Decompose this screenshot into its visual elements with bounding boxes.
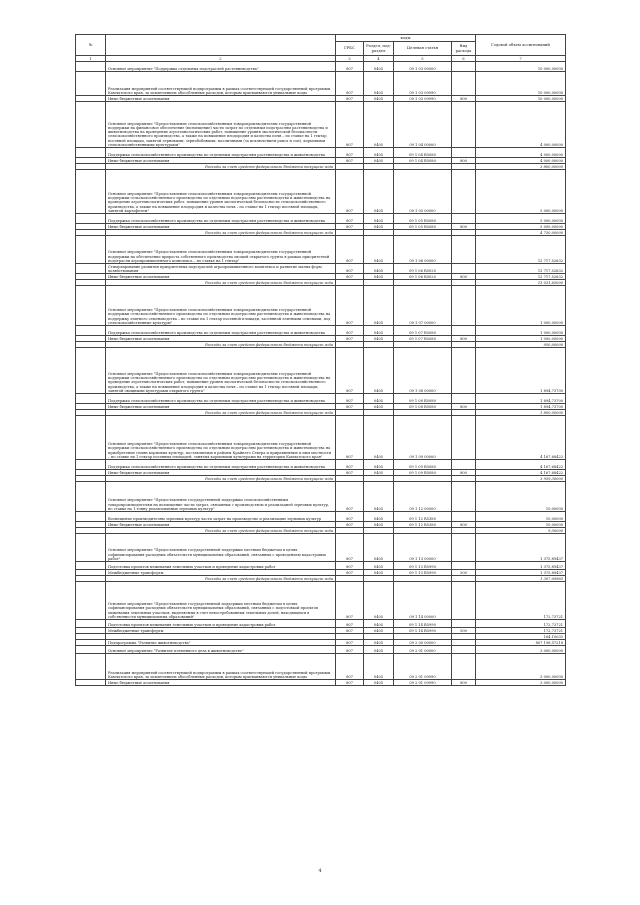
row-vr-cell: 500: [452, 570, 476, 576]
row-csr-cell: 09 1 08 R5080: [394, 404, 452, 410]
row-razdel-cell: 0405: [364, 274, 394, 280]
budget-table: [75, 34, 566, 686]
row-razdel-cell: 0405: [364, 582, 394, 620]
row-razdel-cell: 0405: [364, 62, 394, 72]
budget-table-sheet: [75, 34, 565, 686]
row-sum-cell: 1 000,00000: [476, 326, 566, 336]
row-razdel-cell: 0405: [364, 646, 394, 654]
column-index: 3: [336, 56, 364, 62]
row-razdel-cell: 0405: [364, 470, 394, 476]
row-vr-cell: [452, 620, 476, 628]
table-row: [76, 62, 566, 72]
row-razdel-cell: 0405: [364, 394, 394, 404]
row-number-cell: [76, 562, 106, 570]
row-vr-cell: [452, 534, 476, 562]
table-row: [76, 646, 566, 654]
row-number-cell: [76, 348, 106, 394]
row-csr-cell: 09 1 07 00000: [394, 286, 452, 326]
row-number-cell: [76, 214, 106, 224]
row-csr-cell: 09 1 13 R5990: [394, 570, 452, 576]
row-grbs-cell: 807: [336, 562, 364, 570]
row-vr-cell: 800: [452, 224, 476, 230]
row-razdel-cell: 0405: [364, 460, 394, 470]
row-name-cell: Межбюджетные трансферты: [106, 628, 336, 634]
row-grbs-cell: 807: [336, 512, 364, 522]
row-vr-cell: [452, 102, 476, 148]
row-name-cell: Основное мероприятие "Поддержка отдельных подотраслей растениеводства": [106, 62, 336, 72]
row-sum-cell: 10 000,00000: [476, 96, 566, 102]
column-index: 6: [452, 56, 476, 62]
table-row: [76, 148, 566, 158]
row-vr-cell: [452, 326, 476, 336]
row-grbs-cell: 807: [336, 102, 364, 148]
row-csr-cell: 09 1 14 R5990: [394, 620, 452, 628]
row-name-cell: Основное мероприятие "Предоставление сельскохозяйственным товаропроизводителям государственной поддержки сельскохозяйственного производства по отдельным подотраслям растениеводства и животноводства на проведение агротехнологических работ, повышение уровня экологической безопасности сельскохозяйственного производства, а также на повышение плодородия и качества почв – по ставке на 1 гектар посевной площади, занятой картофелем": [106, 170, 336, 214]
row-number-cell: [76, 646, 106, 654]
row-number-cell: [76, 394, 106, 404]
row-grbs-cell: 807: [336, 214, 364, 224]
row-csr-cell: 09 1 04 R5080: [394, 148, 452, 158]
header-sum: Годовой объем ассигнований: [476, 35, 566, 56]
row-grbs-cell: 807: [336, 628, 364, 634]
row-csr-cell: 09 1 09 R5080: [394, 470, 452, 476]
row-sum-cell: 10 000,00000: [476, 72, 566, 96]
row-name-cell: Основное мероприятие "Предоставление сельскохозяйственным товаропроизводителям государственной поддержки на финансовое обеспечение (возмещение) части затрат по отдельным подотраслям растениеводства и животноводства на проведение агротехнологических работ, повышение уровня экологической безопасности сельскохозяйственного производства, а также на повышение плодородия и качества почв – по ставке на 1 гектар посевной площади, занятой зерновыми, зернобобовыми, масличными (за исключением рапса и сои), кормовыми сельскохозяйственными культурами": [106, 102, 336, 148]
row-vr-cell: [452, 394, 476, 404]
row-grbs-cell: 807: [336, 264, 364, 274]
row-csr-cell: 09 1 03 09990: [394, 96, 452, 102]
row-razdel-cell: 0405: [364, 570, 394, 576]
row-vr-cell: [452, 512, 476, 522]
row-grbs-cell: 807: [336, 96, 364, 102]
row-vr-cell: 500: [452, 628, 476, 634]
row-csr-cell: 09 2 01 00000: [394, 646, 452, 654]
row-grbs-cell: 807: [336, 534, 364, 562]
row-name-cell: Расходы за счет средств федерального бюджета текущего года: [106, 410, 336, 416]
row-number-cell: [76, 236, 106, 264]
table-body: [76, 62, 566, 686]
row-number-cell: [76, 680, 106, 686]
row-csr-cell: 09 1 09 00000: [394, 416, 452, 460]
row-razdel-cell: 0405: [364, 348, 394, 394]
row-sum-cell: 5 000,00000: [476, 170, 566, 214]
row-razdel-cell: 0405: [364, 534, 394, 562]
table-row: [76, 416, 566, 460]
row-sum-cell: 1 894,73700: [476, 394, 566, 404]
row-sum-cell: 5 000,00000: [476, 224, 566, 230]
row-razdel-cell: 0405: [364, 264, 394, 274]
row-sum-cell: 3 000,00000: [476, 646, 566, 654]
row-grbs-cell: 807: [336, 680, 364, 686]
row-csr-cell: 09 1 06 00000: [394, 236, 452, 264]
row-sum-cell: 10,00000: [476, 522, 566, 528]
row-sum-cell: 1 375,89437: [476, 562, 566, 570]
row-sum-cell: 1 000,00000: [476, 286, 566, 326]
row-vr-cell: [452, 286, 476, 326]
row-name-cell: Поддержка сельскохозяйственного производства по отдельным подотраслям растениеводства и животноводства: [106, 214, 336, 224]
row-vr-cell: [452, 236, 476, 264]
header-num: №: [76, 35, 106, 56]
row-sum-cell: 172,73721: [476, 582, 566, 620]
row-grbs-cell: 807: [336, 646, 364, 654]
row-sum-cell: 1 894,73700: [476, 404, 566, 410]
table-row: [76, 72, 566, 96]
row-grbs-cell: 807: [336, 460, 364, 470]
row-sum-cell: 10,00000: [476, 482, 566, 512]
row-name-cell: Основное мероприятие "Предоставление государственной поддержки местным бюджетам в целях софинансирования расходных обязательств муниципальных образований, связанных с подготовкой проектов межевания земельных участков, выделяемых в счет невостребованных земельных долей, находящихся в собственности муниципальных образований": [106, 582, 336, 620]
row-csr-cell: 09 1 13 R5990: [394, 562, 452, 570]
row-csr-cell: 09 1 08 00000: [394, 348, 452, 394]
row-name-cell: Основное мероприятие "Предоставление сельскохозяйственным товаропроизводителям государственной поддержки сельскохозяйственного производства по отдельным подотраслям растениеводства и животноводства на проведение агротехнологических работ, повышение уровня экологической безопасности сельскохозяйственного производства, а также на повышение плодородия и качества почв – по ставке на 1 гектар посевной площади, занятой овощными культурами открытого грунта": [106, 348, 336, 394]
header-csr: Целевая статья: [394, 42, 452, 56]
table-row: [76, 264, 566, 274]
row-name-cell: Подпрограмма "Развитие животноводства": [106, 640, 336, 646]
row-vr-cell: [452, 264, 476, 274]
table-row: [76, 170, 566, 214]
row-razdel-cell: 0405: [364, 562, 394, 570]
row-name-cell: Расходы за счет средств федерального бюджета текущего года: [106, 576, 336, 582]
table-row: [76, 460, 566, 470]
table-row: [76, 562, 566, 570]
row-sum-cell: 1 375,89437: [476, 534, 566, 562]
row-csr-cell: 09 1 14 R5990: [394, 628, 452, 634]
row-vr-cell: [452, 214, 476, 224]
table-row: [76, 534, 566, 562]
row-vr-cell: 800: [452, 680, 476, 686]
table-row: [76, 102, 566, 148]
row-razdel-cell: 0405: [364, 640, 394, 646]
row-grbs-cell: 807: [336, 654, 364, 680]
header-name: [106, 35, 336, 56]
row-name-cell: Расходы за счет средств федерального бюджета текущего года: [106, 528, 336, 534]
table-row: [76, 236, 566, 264]
table-row: [76, 394, 566, 404]
row-csr-cell: 09 1 04 R5080: [394, 158, 452, 164]
page-number: 4: [318, 868, 322, 874]
row-razdel-cell: 0405: [364, 158, 394, 164]
row-sum-cell: 807 198,57218: [476, 640, 566, 646]
column-index: 2: [106, 56, 336, 62]
row-name-cell: Основное мероприятие "Предоставление государственной поддержки местным бюджетам в целях софинансирования расходных обязательств муниципальных образований, связанных с проведением кадастровых работ": [106, 534, 336, 562]
row-sum-cell: 950,00000: [476, 342, 566, 348]
row-grbs-cell: 807: [336, 336, 364, 342]
row-razdel-cell: 0405: [364, 148, 394, 158]
row-sum-cell: 5 000,00000: [476, 214, 566, 224]
row-vr-cell: 800: [452, 336, 476, 342]
row-name-cell: Поддержка сельскохозяйственного производства по отдельным подотраслям растениеводства и животноводства: [106, 394, 336, 404]
row-razdel-cell: 0405: [364, 170, 394, 214]
row-vr-cell: [452, 646, 476, 654]
row-grbs-cell: 807: [336, 470, 364, 476]
row-grbs-cell: 807: [336, 348, 364, 394]
row-grbs-cell: 807: [336, 72, 364, 96]
row-grbs-cell: 807: [336, 620, 364, 628]
row-number-cell: [76, 512, 106, 522]
row-grbs-cell: 807: [336, 394, 364, 404]
row-csr-cell: 09 1 08 R5080: [394, 394, 452, 404]
row-vr-cell: [452, 582, 476, 620]
row-grbs-cell: 807: [336, 62, 364, 72]
row-sum-cell: 1 375,89437: [476, 570, 566, 576]
row-vr-cell: [452, 482, 476, 512]
row-sum-cell: 4 167,68422: [476, 470, 566, 476]
row-csr-cell: 09 1 07 R5080: [394, 336, 452, 342]
row-csr-cell: 09 1 13 00000: [394, 534, 452, 562]
table-row: [76, 286, 566, 326]
row-sum-cell: 9,50000: [476, 528, 566, 534]
table-row: [76, 482, 566, 512]
row-number-cell: [76, 102, 106, 148]
row-vr-cell: 800: [452, 96, 476, 102]
row-vr-cell: 800: [452, 404, 476, 410]
row-number-cell: [76, 460, 106, 470]
row-grbs-cell: 807: [336, 274, 364, 280]
row-grbs-cell: 807: [336, 522, 364, 528]
row-grbs-cell: 807: [336, 570, 364, 576]
row-name-cell: Иные бюджетные ассигнования: [106, 522, 336, 528]
header-razdel: Раздел, под-раздел: [364, 42, 394, 56]
row-vr-cell: [452, 62, 476, 72]
row-name-cell: Расходы за счет средств федерального бюджета текущего года: [106, 280, 336, 286]
row-razdel-cell: 0405: [364, 214, 394, 224]
row-sum-cell: 13 031,65000: [476, 280, 566, 286]
row-csr-cell: 09 1 05 00000: [394, 170, 452, 214]
row-number-cell: [76, 534, 106, 562]
row-name-cell: Основное мероприятие "Развитие племенного дела в животноводстве": [106, 646, 336, 654]
row-razdel-cell: 0405: [364, 512, 394, 522]
table-row: [76, 582, 566, 620]
row-csr-cell: 09 1 12 00000: [394, 482, 452, 512]
row-grbs-cell: 807: [336, 482, 364, 512]
row-number-cell: [76, 654, 106, 680]
row-razdel-cell: 0405: [364, 654, 394, 680]
row-csr-cell: 09 1 14 00000: [394, 582, 452, 620]
row-name-cell: Иные бюджетные ассигнования: [106, 404, 336, 410]
row-sum-cell: 4 000,00000: [476, 158, 566, 164]
row-name-cell: Межбюджетные трансферты: [106, 570, 336, 576]
row-sum-cell: 3 000,00000: [476, 654, 566, 680]
row-grbs-cell: 807: [336, 640, 364, 646]
table-row: [76, 680, 566, 686]
row-sum-cell: 164,10035: [476, 634, 566, 640]
row-grbs-cell: 807: [336, 582, 364, 620]
row-vr-cell: [452, 562, 476, 570]
row-sum-cell: 1 000,00000: [476, 336, 566, 342]
row-number-cell: [76, 482, 106, 512]
row-name-cell: Расходы за счет средств федерального бюджета текущего года: [106, 476, 336, 482]
row-vr-cell: [452, 348, 476, 394]
row-sum-cell: 4 167,68422: [476, 416, 566, 460]
row-sum-cell: 172,73721: [476, 620, 566, 628]
row-csr-cell: 09 2 00 00000: [394, 640, 452, 646]
row-vr-cell: [452, 654, 476, 680]
row-name-cell: Реализация мероприятий соответствующей подпрограммы в рамках соответствующей государственной программы Камчатского края, за исключением обособленных расходов, которым присваиваются уникальные коды: [106, 72, 336, 96]
row-csr-cell: 09 1 06 R5020: [394, 264, 452, 274]
table-row: [76, 512, 566, 522]
row-vr-cell: [452, 72, 476, 96]
row-name-cell: Расходы за счет средств федерального бюджета текущего года: [106, 342, 336, 348]
row-number-cell: [76, 326, 106, 336]
row-name-cell: Поддержка сельскохозяйственного производства по отдельным подотраслям растениеводства и животноводства: [106, 460, 336, 470]
row-sum-cell: 3 000,00000: [476, 680, 566, 686]
row-grbs-cell: 807: [336, 286, 364, 326]
table-row: [76, 214, 566, 224]
row-grbs-cell: 807: [336, 148, 364, 158]
row-razdel-cell: 0405: [364, 680, 394, 686]
row-name-cell: Иные бюджетные ассигнования: [106, 470, 336, 476]
row-csr-cell: 09 1 05 R5080: [394, 214, 452, 224]
row-sum-cell: 1 800,00000: [476, 410, 566, 416]
row-name-cell: Основное мероприятие "Предоставление сельскохозяйственным товаропроизводителям государственной поддержки сельскохозяйственного производства по отдельным подотраслям растениеводства и животноводства на поддержку элитного семеноводства – по ставке на 1 гектар посевной площади, засеянной элитными семенами, под сельскохозяйственные культуры": [106, 286, 336, 326]
table-row: [76, 348, 566, 394]
row-number-cell: [76, 620, 106, 628]
row-sum-cell: 1 307,09965: [476, 576, 566, 582]
row-razdel-cell: 0405: [364, 482, 394, 512]
row-grbs-cell: 807: [336, 158, 364, 164]
row-sum-cell: 3 800,00000: [476, 164, 566, 170]
row-sum-cell: 13 717,52632: [476, 274, 566, 280]
row-name-cell: Расходы за счет средств федерального бюджета текущего года: [106, 230, 336, 236]
table-row: [76, 654, 566, 680]
row-razdel-cell: 0405: [364, 326, 394, 336]
row-razdel-cell: 0405: [364, 628, 394, 634]
row-csr-cell: 09 1 03 00000: [394, 62, 452, 72]
row-name-cell: Основное мероприятие "Предоставление государственной поддержки сельскохозяйственным товаропроизводителям на возмещение части затрат, связанных с производством и реализацией зерновых культур, по ставке на 1 тонну реализованных зерновых культур": [106, 482, 336, 512]
row-vr-cell: [452, 416, 476, 460]
row-csr-cell: 09 1 05 R5080: [394, 224, 452, 230]
row-name-cell: Поддержка сельскохозяйственного производства по отдельным подотраслям растениеводства и животноводства: [106, 148, 336, 158]
row-name-cell: Иные бюджетные ассигнования: [106, 680, 336, 686]
row-razdel-cell: 0405: [364, 522, 394, 528]
row-number-cell: [76, 62, 106, 72]
row-sum-cell: 4 167,68422: [476, 460, 566, 470]
row-razdel-cell: 0405: [364, 620, 394, 628]
row-csr-cell: 09 1 03 09990: [394, 72, 452, 96]
row-name-cell: Основное мероприятие "Предоставление сельскохозяйственным товаропроизводителям государственной поддержки на обеспечение прироста собственного производства овощей открытого грунта в рамках приоритетной подотрасли агропромышленного комплекса – по ставке на 1 гектар": [106, 236, 336, 264]
row-vr-cell: [452, 170, 476, 214]
row-razdel-cell: 0405: [364, 102, 394, 148]
row-sum-cell: 4 000,00000: [476, 148, 566, 158]
row-razdel-cell: 0405: [364, 236, 394, 264]
row-sum-cell: 10,00000: [476, 512, 566, 522]
row-razdel-cell: 0405: [364, 72, 394, 96]
row-sum-cell: 4 000,00000: [476, 102, 566, 148]
row-name-cell: Подготовка проектов межевания земельных участков и проведение кадастровых работ: [106, 562, 336, 570]
row-csr-cell: 09 2 01 09990: [394, 680, 452, 686]
row-sum-cell: 1 894,73700: [476, 348, 566, 394]
row-grbs-cell: 807: [336, 170, 364, 214]
row-number-cell: [76, 416, 106, 460]
row-name-cell: Иные бюджетные ассигнования: [106, 274, 336, 280]
row-razdel-cell: 0405: [364, 416, 394, 460]
row-razdel-cell: 0405: [364, 224, 394, 230]
header-vr: Вид расхода: [452, 42, 476, 56]
row-name-cell: Иные бюджетные ассигнования: [106, 96, 336, 102]
row-number-cell: [76, 286, 106, 326]
row-name-cell: Иные бюджетные ассигнования: [106, 336, 336, 342]
row-csr-cell: 09 1 09 R5080: [394, 460, 452, 470]
row-sum-cell: 13 717,52632: [476, 264, 566, 274]
header-codes-group: коды: [336, 35, 476, 42]
row-csr-cell: 09 1 12 R5380: [394, 512, 452, 522]
row-name-cell: Подготовка проектов межевания земельных участков и проведение кадастровых работ: [106, 620, 336, 628]
column-index: 1: [76, 56, 106, 62]
row-name-cell: Расходы за счет средств федерального бюджета текущего года: [106, 164, 336, 170]
column-index: 5: [394, 56, 452, 62]
row-razdel-cell: 0405: [364, 404, 394, 410]
row-vr-cell: 800: [452, 470, 476, 476]
row-name-cell: Основное мероприятие "Предоставление сельскохозяйственным товаропроизводителям государственной поддержки сельскохозяйственного производства по отдельным подотраслям растениеводства и животноводства на приобретение семян кормовых культур, поставляемых в районы Крайнего Севера и приравненные к ним местности – по ставке на 1 гектар посевных площадей, занятых кормовыми культурами на территории Камчатского края": [106, 416, 336, 460]
row-grbs-cell: 807: [336, 326, 364, 336]
row-name-cell: Возмещение производителям зерновых культур части затрат на производство и реализацию зерновых культур: [106, 512, 336, 522]
row-csr-cell: 09 1 06 R5020: [394, 274, 452, 280]
column-index: 4: [364, 56, 394, 62]
row-grbs-cell: 807: [336, 236, 364, 264]
table-row: [76, 326, 566, 336]
row-vr-cell: 800: [452, 522, 476, 528]
row-number-cell: [76, 170, 106, 214]
row-csr-cell: 09 2 01 09990: [394, 654, 452, 680]
row-sum-cell: 3 959,30000: [476, 476, 566, 482]
row-csr-cell: 09 1 04 00000: [394, 102, 452, 148]
row-vr-cell: [452, 460, 476, 470]
row-vr-cell: 800: [452, 274, 476, 280]
row-sum-cell: 172,73721: [476, 628, 566, 634]
header-grbs: ГРБС: [336, 42, 364, 56]
row-number-cell: [76, 582, 106, 620]
row-razdel-cell: 0405: [364, 336, 394, 342]
row-sum-cell: 13 717,52632: [476, 236, 566, 264]
row-csr-cell: 09 1 07 R5080: [394, 326, 452, 336]
row-razdel-cell: 0405: [364, 96, 394, 102]
table-row: [76, 620, 566, 628]
row-name-cell: Иные бюджетные ассигнования: [106, 158, 336, 164]
row-name-cell: Иные бюджетные ассигнования: [106, 224, 336, 230]
row-name-cell: Поддержка сельскохозяйственного производства по отдельным подотраслям растениеводства и животноводства: [106, 326, 336, 336]
row-csr-cell: 09 1 12 R5380: [394, 522, 452, 528]
row-sum-cell: 10 000,00000: [476, 62, 566, 72]
row-number-cell: [76, 264, 106, 274]
column-index: 7: [476, 56, 566, 62]
row-sum-cell: 4 750,00000: [476, 230, 566, 236]
row-vr-cell: [452, 148, 476, 158]
row-name-cell: Стимулирование развития приоритетных подотраслей агропромышленного комплекса и развитие малых форм хозяйствования: [106, 264, 336, 274]
row-name-cell: Реализация мероприятий соответствующей подпрограммы в рамках соответствующей государственной программы Камчатского края, за исключением обособленных расходов, которым присваиваются уникальные коды: [106, 654, 336, 680]
row-grbs-cell: 807: [336, 224, 364, 230]
row-razdel-cell: 0405: [364, 286, 394, 326]
row-number-cell: [76, 148, 106, 158]
row-grbs-cell: 807: [336, 404, 364, 410]
row-vr-cell: 800: [452, 158, 476, 164]
row-number-cell: [76, 72, 106, 96]
row-grbs-cell: 807: [336, 416, 364, 460]
